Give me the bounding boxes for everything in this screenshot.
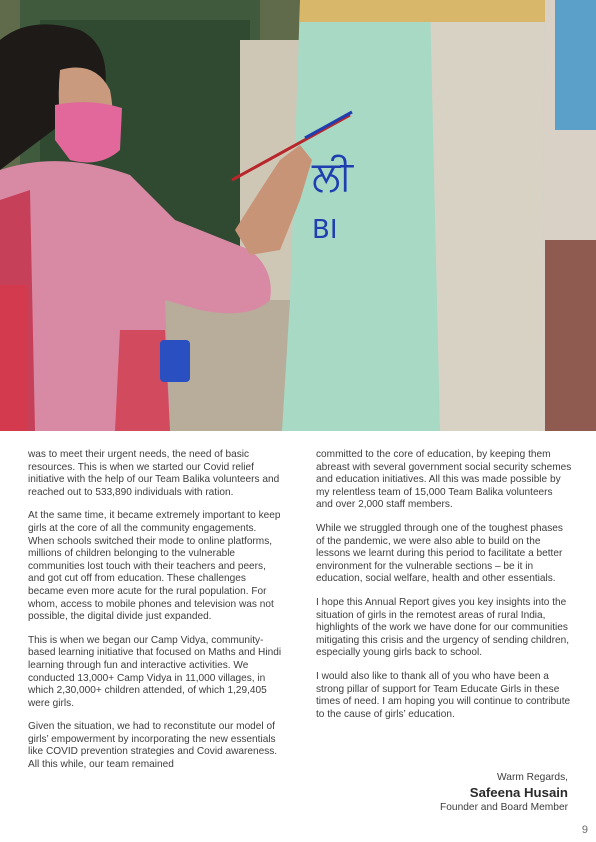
signature-block [440, 771, 568, 815]
wall-painted-text: ਲੀ [312, 151, 354, 200]
paragraph: was to meet their urgent needs, the need of basic resources. This is when we started our Covid relief initiative with the help of our Team Balika volunteers and reached out to 533,890 individuals with ration. [28, 449, 280, 498]
paragraph: I would also like to thank all of you who have been a strong pillar of support for Team Educate Girls in these times of need. I am hoping you will continue to contribute to the cause of girls’ education. [316, 670, 571, 720]
page-number: 9 [581, 824, 588, 836]
signatory-name: Safeena Husain [469, 785, 568, 800]
wall-painted-text: BI [312, 215, 338, 245]
paragraph: Given the situation, we had to reconstitute our model of girls’ empowerment by incorporating the new essentials like COVID prevention strategies and Covid awareness. All this while, our team remained [28, 721, 278, 771]
paragraph: While we struggled through one of the toughest phases of the pandemic, we were also able to build on the lessons we learnt during this period to facilitate a better environment for the vulnerable sections – be it in education, social welfare, health and other essentials. [316, 522, 563, 585]
body-text-right-column [316, 449, 572, 732]
paragraph: This is when we began our Camp Vidya, community-based learning initiative that focused on Maths and Hindi learning through fun and interactive activities. We conducted 13,000+ Camp Vidya in 11,000 villages, in which 2,30,000+ children attended, of which 1,29,405 were girls. [28, 634, 282, 709]
paragraph: At the same time, it became extremely important to keep girls at the core of all the community engagements. When schools switched their mode to online platforms, millions of children belonging to the vulnerable communities lost touch with their teachers and peers, and got cut off from education. These challenges became even more acute for the rural population. For whom, access to mobile phones and television was not possible, the digital divide just expanded. [28, 510, 281, 623]
paragraph: I hope this Annual Report gives you key insights into the situation of girls in the remotest areas of rural India, highlights of the work we have done for our communities mitigating this crisis and the urgency of sending children, especially young girls back to school. [316, 596, 570, 659]
paragraph: committed to the core of education, by keeping them abreast with several government social security schemes and education initiatives. All this was made possible by my relentless team of 15,000 Team Balika volunteers and over 2,000 staff members. [316, 449, 572, 511]
signatory-title: Founder and Board Member [440, 802, 568, 813]
body-text-left-column [28, 449, 282, 783]
closing-salutation: Warm Regards, [497, 772, 568, 783]
